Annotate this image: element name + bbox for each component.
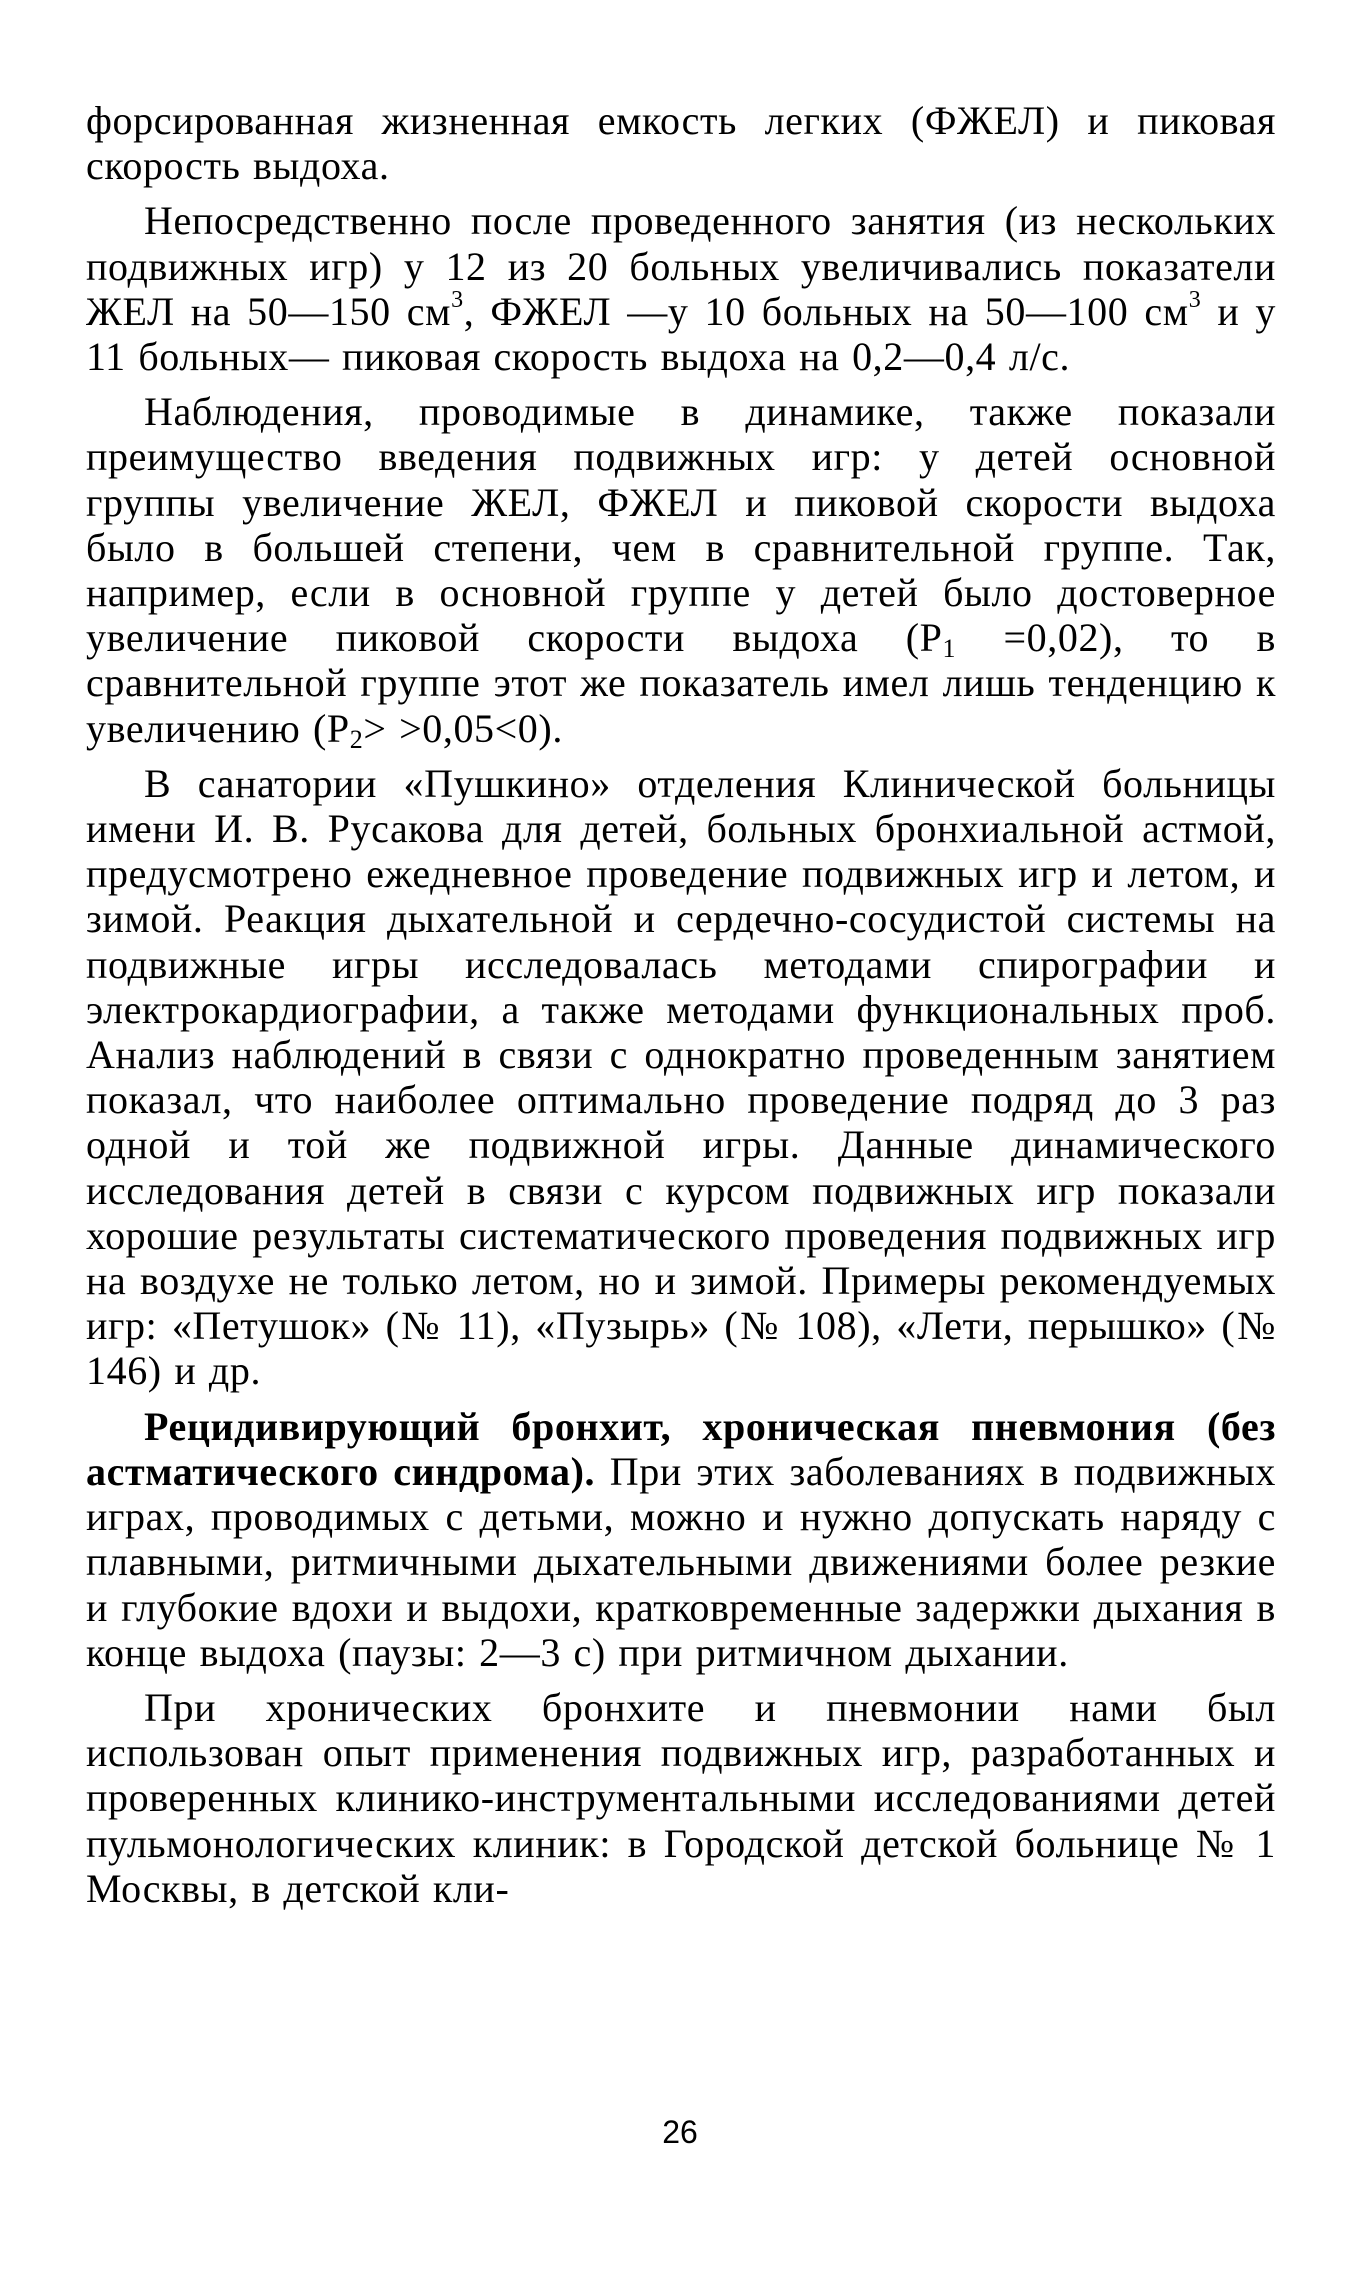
paragraph-2-text-a: Непосредственно после проведенного занятия (из нескольких подвижных игр) у 12 из 20 больных увеличивались показатели ЖЕЛ на 50—150 см — [86, 198, 1276, 334]
paragraph-6 — [86, 1685, 1276, 1911]
subscript-2: 2 — [349, 724, 364, 754]
superscript-cubed: 3 — [451, 286, 464, 313]
paragraph-3-text-b: =0,02), то в сравнительной группе этот же показатель имел лишь тенденцию к увеличению (Р — [86, 615, 1276, 751]
paragraph-2-text-b: , ФЖЕЛ —у 10 больных на 50—100 см — [463, 288, 1189, 334]
superscript-cubed: 3 — [1188, 286, 1202, 313]
paragraph-4 — [86, 761, 1276, 1394]
paragraph-6-text: При хронических бронхите и пневмонии нами был использован опыт применения подвижных игр, разработанных и проверенных клинико-инструментальными исследованиями детей пульмонологических клиник: в Городской детской больнице № 1 Москвы, в детской кли- — [86, 1684, 1276, 1911]
section-heading: Рецидивирующий бронхит, хроническая пневмония (без астматического синдрома). — [86, 1403, 1276, 1494]
paragraph-5 — [86, 1404, 1276, 1675]
paragraph-2 — [86, 198, 1276, 379]
page-number: 26 — [662, 2114, 698, 2150]
paragraph-5-text: При этих заболеваниях в подвижных играх, проводимых с детьми, можно и нужно допускать наряду с плавными, ритмичными дыхательными движениями более резкие и глубокие вдохи и выдохи, кратковременные задержки дыхания в конце выдоха (паузы: 2—3 с) при ритмичном дыхании. — [86, 1448, 1276, 1675]
paragraph-2-text-c: и у 11 больных— пиковая скорость выдоха на 0,2—0,4 л/с. — [86, 288, 1277, 380]
paragraph-4-text: В санатории «Пушкино» отделения Клинической больницы имени И. В. Русакова для детей, больных бронхиальной астмой, предусмотрено ежедневное проведение подвижных игр и летом, и зимой. Реакция дыхательной и сердечно-сосудистой системы на подвижные игры исследовалась методами спирографии и электрокардиографии, а также методами функциональных проб. Анализ наблюдений в связи с однократно проведенным занятием показал, что наиболее оптимально проведение подряд до 3 раз одной и той же подвижной игры. Данные динамического исследования детей в связи с курсом подвижных игр показали хорошие результаты систематического проведения подвижных игр на воздухе не только летом, но и зимой. Примеры рекомендуемых игр: «Петушок» (№ 11), «Пузырь» (№ 108), «Лети, перышко» (№ 146) и др. — [86, 760, 1276, 1394]
paragraph-3-text-a: Наблюдения, проводимые в динамике, также показали преимущество введения подвижных игр: у детей основной группы увеличение ЖЕЛ, ФЖЕЛ и пиковой скорости выдоха было в большей степени, чем в сравнительной группе. Так, например, если в основной группе у детей было достоверное увеличение пиковой скорости выдоха (Р — [86, 389, 1276, 661]
paragraph-3 — [86, 389, 1276, 754]
subscript-1: 1 — [942, 634, 957, 664]
paragraph-1 — [86, 98, 1276, 188]
paragraph-3-text-c: > >0,05<0). — [363, 705, 563, 751]
body-text — [86, 98, 1276, 1921]
paragraph-1-text: форсированная жизненная емкость легких (ФЖЕЛ) и пиковая скорость выдоха. — [86, 98, 1276, 189]
